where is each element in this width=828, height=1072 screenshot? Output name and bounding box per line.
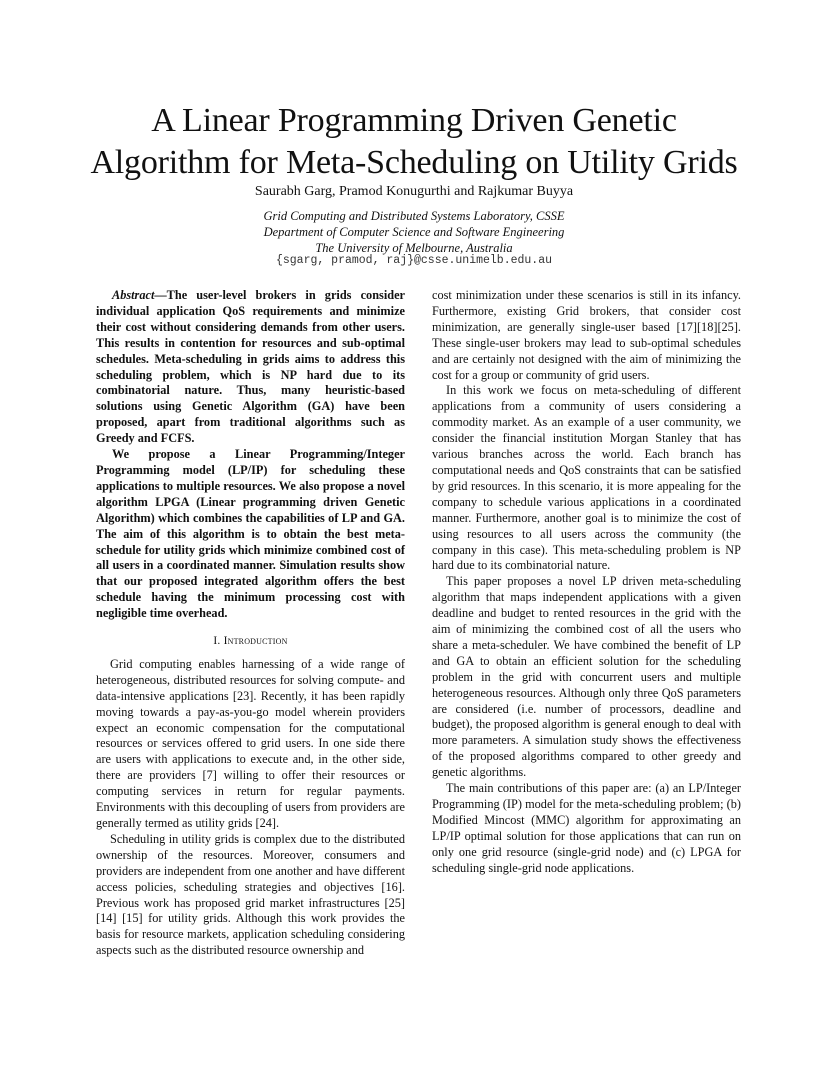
abstract-paragraph-2: We propose a Linear Programming/Integer Programming model (LP/IP) for scheduling these applications to multiple resources. We also propose a novel algorithm LPGA (Linear programming driven Genetic Algorithm) which combines the capabilities of LP and GA. The aim of this algorithm is to obtain the best meta-schedule for utility grids which minimize combined cost of all users in a coordinated manner. Simulation results show that our proposed integrated algorithm offers the best schedule having the minimum processing cost with negligible time overhead. bbox=[96, 447, 405, 621]
body-paragraph: Grid computing enables harnessing of a wide range of heterogeneous, distributed resources for solving compute- and data-intensive applications [23]. Recently, it has been rapidly moving towards a pay-as-you-go model wherein providers expect an economic compensation for the computational resources or services offered to grid users. In one side there are users with applications to execute and, in the other side, there are providers [7] willing to offer their resources or computing services in return for regular payments. Environments with this decoupling of users from providers are generally termed as utility grids [24]. bbox=[96, 656, 405, 830]
affiliation-line-2: Department of Computer Science and Software Engineering bbox=[263, 225, 565, 239]
section-heading-introduction bbox=[96, 634, 405, 650]
left-column bbox=[96, 288, 405, 959]
section-number: I. bbox=[213, 635, 224, 648]
body-paragraph-continued: cost minimization under these scenarios is still in its infancy. Furthermore, existing Grid brokers, that consider cost minimization, are generally single-user based [17][18][25]. These single-user brokers may lead to sub-optimal schedules and are certainly not designed with the aim of minimizing the cost for a group or community of grid users. bbox=[432, 288, 741, 382]
abstract-label: Abstract bbox=[112, 288, 155, 302]
body-paragraph: In this work we focus on meta-scheduling of different applications from a community of users considering a commodity market. As an example of a user community, we consider the financial institution Morgan Stanley that has various branches across the world. Each branch has computational needs and QoS constraints that can be satisfied by grid resources. In this scenario, it is more appealing for the company to schedule various applications in a coordinated manner. Furthermore, another goal is to minimize the cost of using resources to all users across the community (the company in this case). This meta-scheduling problem is NP hard due to its combinatorial nature. bbox=[432, 383, 741, 573]
title-line-1: A Linear Programming Driven Genetic bbox=[151, 102, 677, 139]
abstract-paragraph-1 bbox=[96, 288, 405, 447]
abstract-text-1: —The user-level brokers in grids consider individual application QoS requirements and minimize their cost without considering demands from other users. This results in contention for resources and sub-optimal schedules. Meta-scheduling in grids aims to address this scheduling problem, which is NP hard due to its combinatorial nature. Thus, many heuristic-based solutions using Genetic Algorithm (GA) have been proposed, apart from traditional algorithms such as Greedy and FCFS. bbox=[96, 288, 405, 446]
body-paragraph: This paper proposes a novel LP driven meta-scheduling algorithm that maps independent applications with a given deadline and budget to rented resources in the grid with the aim of minimizing the combined cost of all the users who share a meta-scheduler. We have combined the benefit of LP and GA to obtain an efficient solution for the scheduling problem in the grid with concurrent users and multiple heterogeneous resources. Although only three QoS parameters are considered (i.e. number of processors, deadline and budget), the proposed algorithm is general enough to deal with more parameters. A simulation study shows the effectiveness of the proposed algorithms compared to other greedy and genetic algorithms. bbox=[432, 574, 741, 780]
author-list: Saurabh Garg, Pramod Konugurthi and Rajkumar Buyya bbox=[254, 184, 574, 199]
section-title: Introduction bbox=[223, 635, 288, 648]
affiliation-line-3: The University of Melbourne, Australia bbox=[315, 241, 513, 255]
affiliation bbox=[40, 208, 788, 256]
affiliation-line-1: Grid Computing and Distributed Systems Laboratory, CSSE bbox=[263, 209, 565, 223]
author-email: {sgarg, pramod, raj}@csse.unimelb.edu.au bbox=[275, 254, 553, 267]
body-paragraph: The main contributions of this paper are: (a) an LP/Integer Programming (IP) model for the meta-scheduling problem; (b) Modified Mincost (MMC) algorithm for approximating an LP/IP optimal solution for those applications that can run on only one grid resource (single-grid node) and (c) LPGA for scheduling single-grid node applications. bbox=[432, 781, 741, 875]
title-line-2: Algorithm for Meta-Scheduling on Utility Grids bbox=[90, 144, 738, 181]
right-column bbox=[432, 288, 741, 877]
abstract bbox=[96, 288, 405, 622]
body-paragraph: Scheduling in utility grids is complex due to the distributed ownership of the resources. Moreover, consumers and providers are independent from one another and have different access policies, scheduling strategies and objectives [16]. Previous work has proposed grid market infrastructures [25][14] [15] for utility grids. Although this work provides the basis for resource markets, application scheduling considering aspects such as the distributed resource ownership and bbox=[96, 831, 405, 958]
paper-title bbox=[40, 100, 788, 184]
